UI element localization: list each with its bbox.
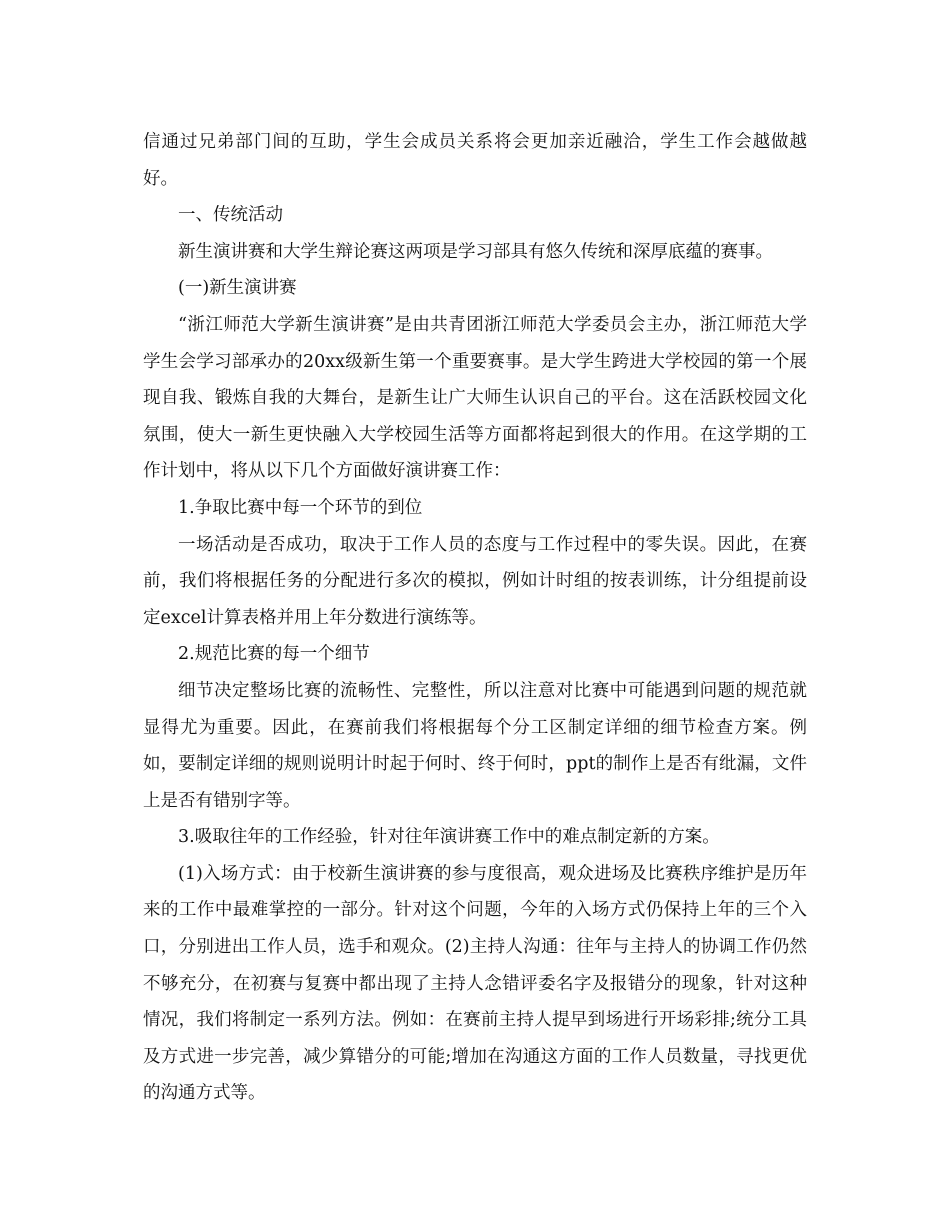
paragraph-intro: 新生演讲赛和大学生辩论赛这两项是学习部具有悠久传统和深厚底蕴的赛事。 xyxy=(178,241,773,262)
subsection-heading-speech-contest: (一)新生演讲赛 xyxy=(178,278,297,299)
paragraph-item-1: 一场活动是否成功，取决于工作人员的态度与工作过程中的零失误。因此，在赛前，我们将根据任务的分配进行多次的模拟，例如计时组的按表训练，计分组提前设定excel计算表格并用上年分数进行演练等。 xyxy=(143,534,807,628)
item-heading-3: 3.吸取往年的工作经验，针对往年演讲赛工作中的难点制定新的方案。 xyxy=(178,827,720,848)
item-heading-1: 1.争取比赛中每一个环节的到位 xyxy=(178,497,423,518)
document-body xyxy=(143,124,807,1112)
section-heading-traditional-activities: 一、传统活动 xyxy=(178,205,283,226)
paragraph-continuation: 信通过兄弟部门间的互助，学生会成员关系将会更加亲近融洽，学生工作会越做越好。 xyxy=(143,132,807,189)
paragraph-speech-contest-description: “浙江师范大学新生演讲赛”是由共青团浙江师范大学委员会主办，浙江师范大学学生会学习部承办的20xx级新生第一个重要赛事。是大学生跨进大学校园的第一个展现自我、锻炼自我的大舞台，是新生让广大师生认识自己的平台。这在活跃校园文化氛围，使大一新生更快融入大学校园生活等方面都将起到很大的作用。在这学期的工作计划中，将从以下几个方面做好演讲赛工作： xyxy=(143,314,807,482)
paragraph-item-3: (1)入场方式：由于校新生演讲赛的参与度很高，观众进场及比赛秩序维护是历年来的工作中最难掌控的一部分。针对这个问题，今年的入场方式仍保持上年的三个入口，分别进出工作人员，选手和观众。(2)主持人沟通：往年与主持人的协调工作仍然不够充分，在初赛与复赛中都出现了主持人念错评委名字及报错分的现象，针对这种情况，我们将制定一系列方法。例如：在赛前主持人提早到场进行开场彩排;统分工具及方式进一步完善，减少算错分的可能;增加在沟通这方面的工作人员数量，寻找更优的沟通方式等。 xyxy=(143,863,807,1104)
paragraph-item-2: 细节决定整场比赛的流畅性、完整性，所以注意对比赛中可能遇到问题的规范就显得尤为重要。因此，在赛前我们将根据每个分工区制定详细的细节检查方案。例如，要制定详细的规则说明计时起于何时、终于何时，ppt的制作上是否有纰漏，文件上是否有错别字等。 xyxy=(143,680,807,811)
item-heading-2: 2.规范比赛的每一个细节 xyxy=(178,644,370,665)
